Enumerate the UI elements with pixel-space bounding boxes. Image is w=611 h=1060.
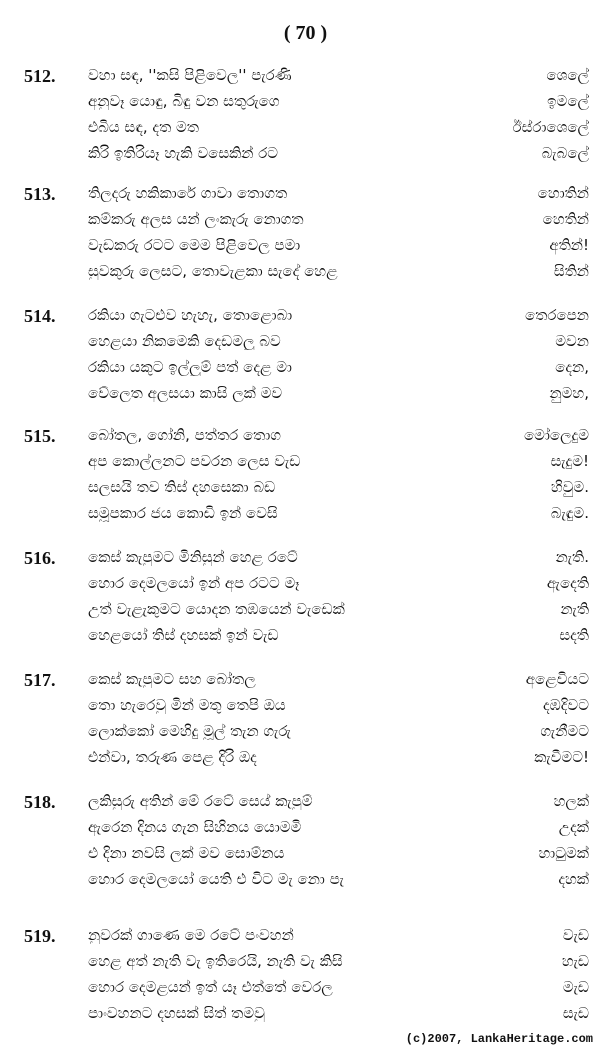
rhyme-word: නැති. [555, 548, 589, 566]
verse-text: උත් වැළැකුමට යොදන තඹයෙන් වැඩෙක් [88, 600, 345, 618]
verse-line [0, 670, 611, 696]
verse-text: රකියා යකුට ඉල්ලුම් පත් දෙළ මා [88, 358, 292, 376]
rhyme-word: බැබලේ [541, 144, 589, 162]
verse-line [0, 926, 611, 952]
verse-text: සලසයි තව තිස් දහසෙකා බඩ [88, 478, 276, 496]
rhyme-word: සැදුම! [550, 452, 589, 470]
rhyme-word: ඉමලේ [547, 92, 589, 110]
page-number: ( 70 ) [283, 22, 328, 44]
verse-line [0, 262, 611, 288]
stanza-number: 517. [24, 670, 56, 690]
verse-text: වහා සඳ, ''කසි පිළිවෙල'' පැරණි [88, 66, 292, 84]
verse-line [0, 722, 611, 748]
verse-text: කිරි ඉතිරියෑ හැකි වසෙකින් රට [88, 144, 279, 162]
verse-text: හොර දෙමළයන් ඉත් යෑ එත්තේ වෙරල [88, 978, 333, 996]
stanza-number: 514. [24, 306, 56, 326]
verse-line [0, 818, 611, 844]
verse-text: බෝතල, ගෝනි, පත්තර තොග [88, 426, 282, 444]
stanza-number: 516. [24, 548, 56, 568]
verse-text: තො හැරෙවු මින් මතු තෙපි ඔය [88, 696, 286, 714]
verse-text: එබිය සඳ, දත මත [88, 118, 199, 136]
verse-line [0, 748, 611, 774]
stanza-number: 513. [24, 184, 56, 204]
verse-line [0, 792, 611, 818]
verse-line [0, 1004, 611, 1030]
verse-line [0, 626, 611, 652]
verse-line [0, 306, 611, 332]
verse-line [0, 92, 611, 118]
verse-line [0, 236, 611, 262]
copyright-notice: (c)2007, LankaHeritage.com [405, 1032, 593, 1046]
verse-text: පාංවහනට දහසක් සිත් තමවු [88, 1004, 265, 1022]
rhyme-word: හොතින් [537, 184, 589, 202]
verse-text: සමූපකාර ජය කොඩි ඉන් වෙසි [88, 504, 278, 522]
verse-text: තිලදරු හකිකාරේ ගාවා තොගත [88, 184, 288, 202]
verse-text: නුවරක් ගාණෙ මෙ රටේ පංවහන් [88, 926, 294, 944]
stanza-number: 519. [24, 926, 56, 946]
verse-text: කෙස් කැපුමට සහ බෝතල [88, 670, 256, 688]
verse-line [0, 452, 611, 478]
rhyme-word: හෙතින් [542, 210, 589, 228]
verse-text: එන්වා, තරුණ පෙළ දිරි ඔද [88, 748, 257, 766]
rhyme-word: ගැනීමට [540, 722, 589, 740]
verse-text: හොර දෙමලයෝ ඉන් අප රටට මෑ [88, 574, 300, 592]
verse-line [0, 118, 611, 144]
verse-line [0, 870, 611, 896]
rhyme-word: වැඩ [562, 926, 589, 944]
verse-text: ඇරෙන දිනය ගැන සිහිනය යොමමි [88, 818, 302, 836]
verse-line [0, 600, 611, 626]
rhyme-word: සිතින් [553, 262, 589, 280]
verse-line [0, 384, 611, 410]
verse-text: හෙළයෝ තිස් දහසක් ඉන් වැඩ [88, 626, 279, 644]
rhyme-word: නුමහ, [549, 384, 589, 402]
rhyme-word: හිවුම. [550, 478, 589, 496]
verse-line [0, 952, 611, 978]
verse-text: කෙස් කැපුමට මිනිසුන් හෙළ රටේ [88, 548, 298, 566]
verse-text: එ දිනා නවසි ලක් මව සොම්නය [88, 844, 285, 862]
rhyme-word: සැඩ [562, 1004, 589, 1022]
verse-line [0, 66, 611, 92]
rhyme-word: දඹදිවට [542, 696, 589, 714]
verse-line [0, 478, 611, 504]
verse-line [0, 844, 611, 870]
rhyme-word: අතින්! [549, 236, 589, 254]
stanza-number: 512. [24, 66, 56, 86]
rhyme-word: බැඳුම. [550, 504, 589, 522]
verse-text: වේලෙත අලසයා කාසි ලක් මව [88, 384, 283, 402]
rhyme-word: තෙරපෙන [524, 306, 589, 324]
rhyme-word: ඊස්රාශෙලේ [512, 118, 589, 136]
rhyme-word: මවන [555, 332, 589, 350]
verse-line [0, 504, 611, 530]
verse-text: හොර දෙමලයෝ යෙති එ විට මැ නො පැ [88, 870, 344, 888]
stanza-number: 515. [24, 426, 56, 446]
rhyme-word: හලක් [553, 792, 589, 810]
verse-line [0, 426, 611, 452]
verse-text: වැඩකරු රටට මෙම පිළිවෙල පමා [88, 236, 301, 254]
verse-line [0, 696, 611, 722]
verse-text: අනුවෑ යොඳු, බිඳු වන සතුරුගෙ [88, 92, 280, 110]
verse-text: අප කොල්ලනට පවරන ලෙස වැඩ [88, 452, 301, 470]
rhyme-word: මෝලෙදුම [523, 426, 589, 444]
rhyme-word: දහක් [558, 870, 589, 888]
rhyme-word: ඇදෙති [546, 574, 589, 592]
rhyme-word: ශෙලේ [546, 66, 589, 84]
verse-line [0, 978, 611, 1004]
rhyme-word: නැති [560, 600, 589, 618]
verse-line [0, 548, 611, 574]
verse-text: සුවකුරු ලෙසට, තොවැළකා සැදේ හෙළ [88, 262, 338, 280]
rhyme-word: හැඩ [561, 952, 589, 970]
verse-text: ලකිසුරු අතින් මේ රටේ සෙය් කැපුම් [88, 792, 313, 810]
rhyme-word: මැඩ [562, 978, 589, 996]
verse-line [0, 184, 611, 210]
rhyme-word: දෙන, [555, 358, 589, 376]
verse-text: හෙළයා නිකමෙකි දෙඩමලු බව [88, 332, 281, 350]
rhyme-word: අළෙවියට [525, 670, 589, 688]
rhyme-word: සදති [559, 626, 589, 644]
rhyme-word: කැවීමට! [534, 748, 589, 766]
verse-line [0, 358, 611, 384]
rhyme-word: උදක් [558, 818, 589, 836]
verse-text: හෙළ අත් නැති වැ ඉතිරෙයි, නැති වැ කිසි [88, 952, 343, 970]
verse-text: රකියා ගැටළුව හැහැ, තොළොබා [88, 306, 293, 324]
verse-line [0, 144, 611, 170]
verse-line [0, 574, 611, 600]
verse-text: ලොක්කෝ මෙහිදු මූල් තැන ගැරු [88, 722, 291, 740]
stanza-number: 518. [24, 792, 56, 812]
rhyme-word: හාටුමක් [538, 844, 589, 862]
verse-line [0, 210, 611, 236]
verse-line [0, 332, 611, 358]
verse-text: කම්කරු අලස යන් ලංකැරු නොගත [88, 210, 304, 228]
